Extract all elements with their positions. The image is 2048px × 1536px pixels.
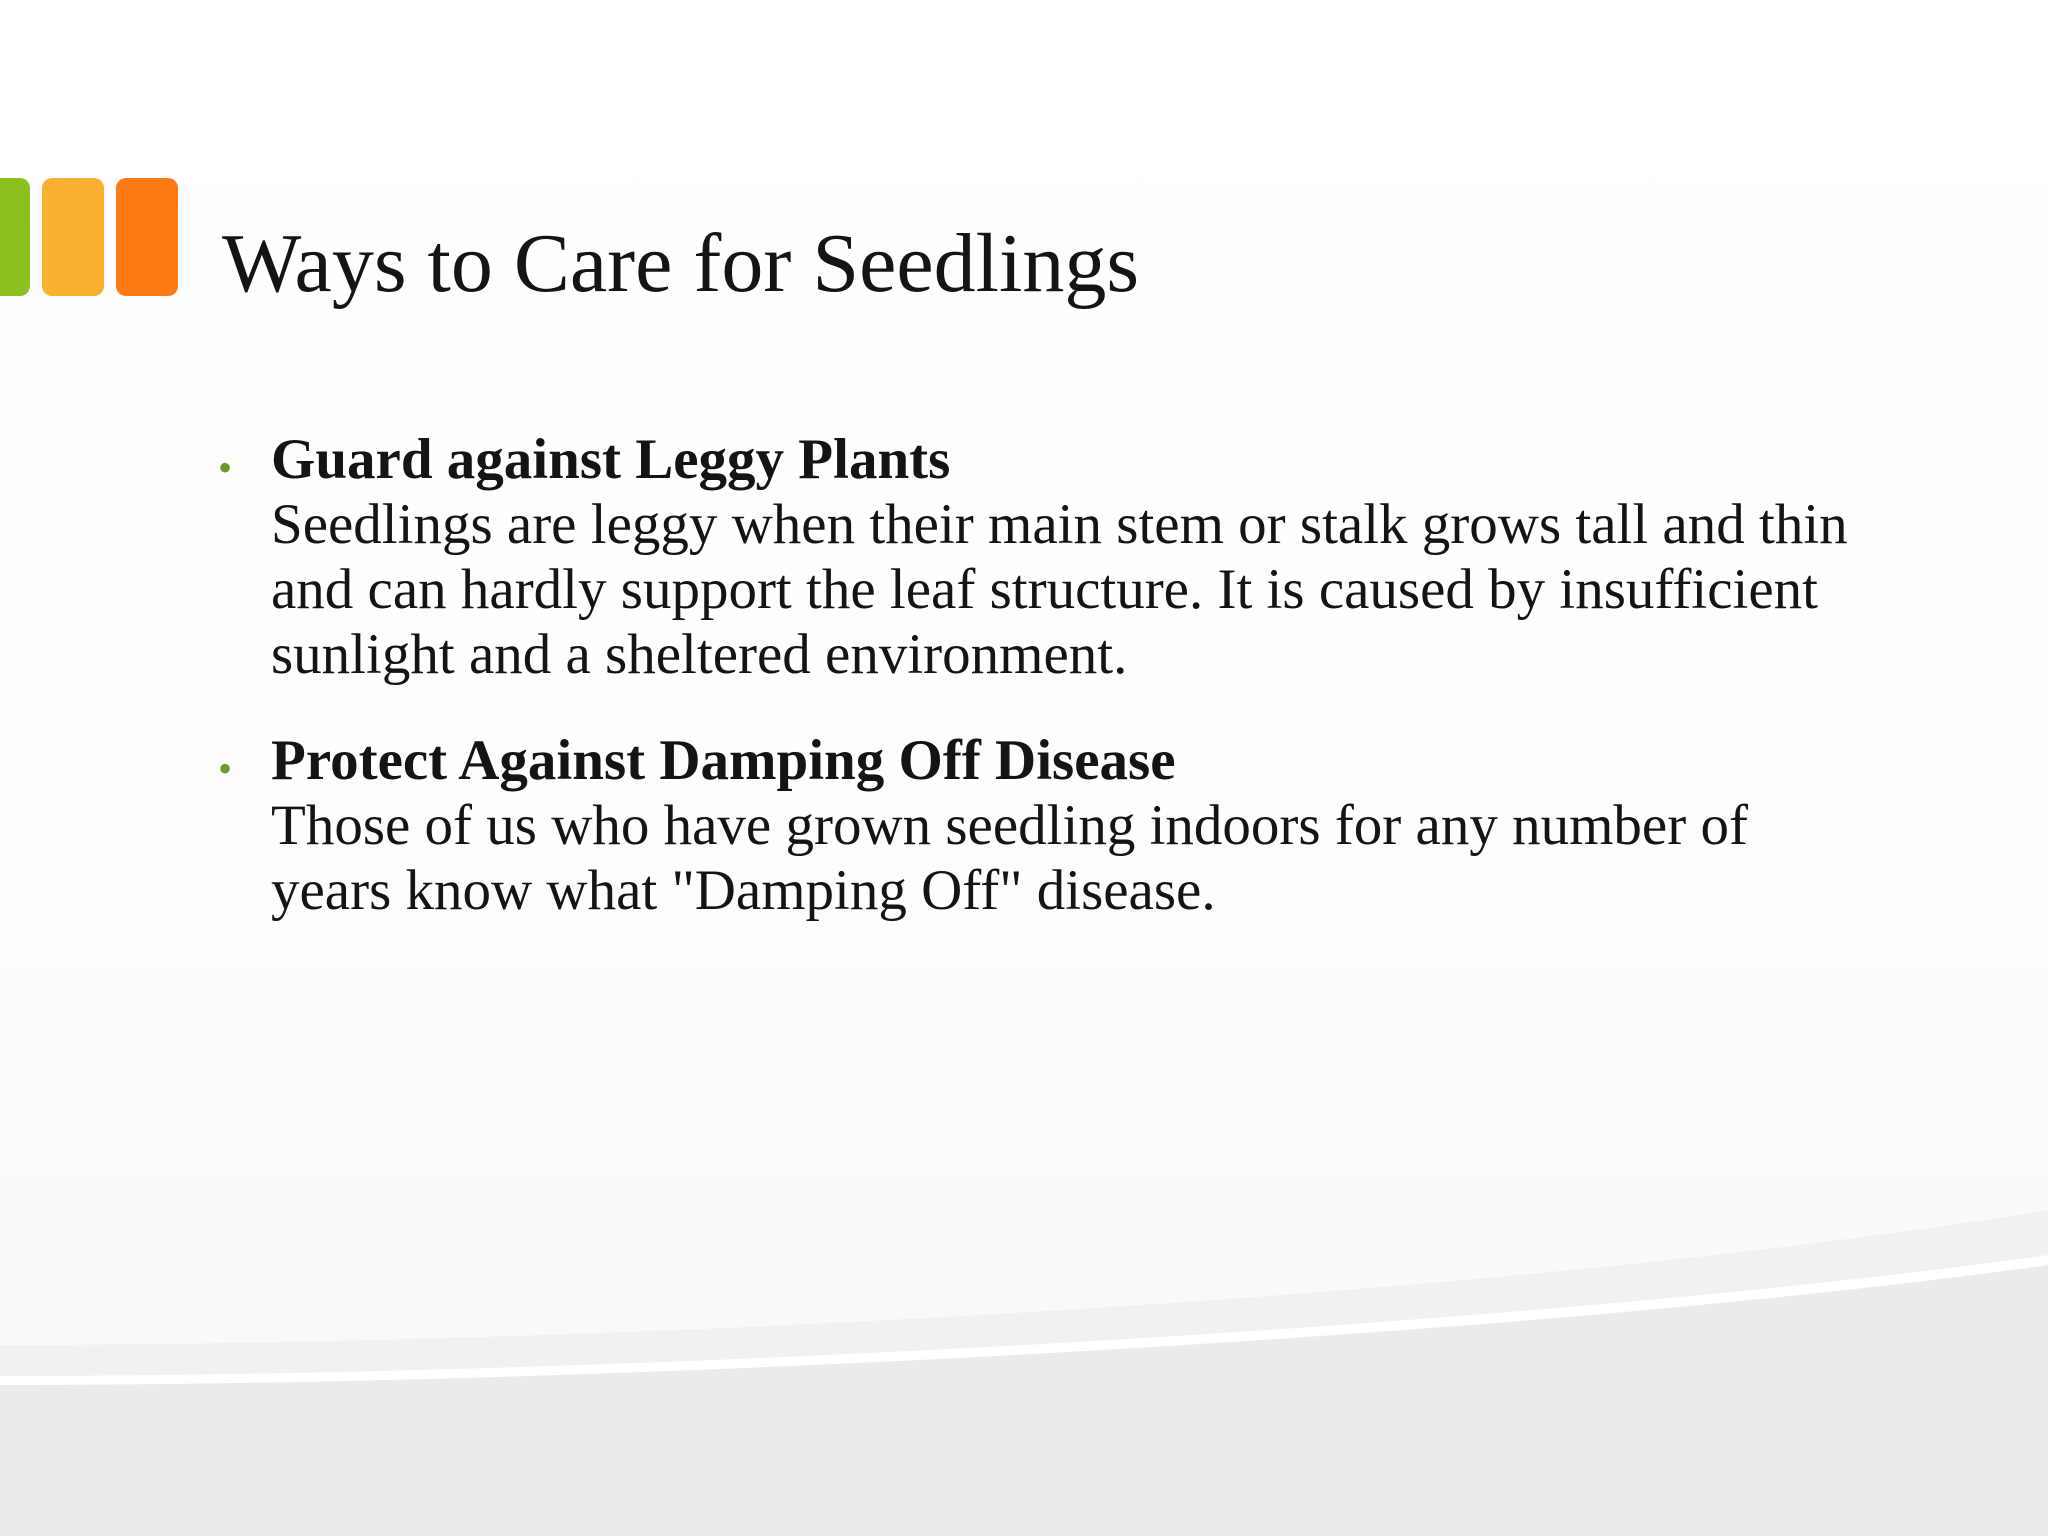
bullet-dot-icon: • xyxy=(218,445,233,490)
bullet-text: Seedlings are leggy when their main stem or stalk grows tall and thin and can hardly support the leaf structure. It is caused by insufficient sunlight and a sheltered environment. xyxy=(271,493,1848,686)
bullet-heading: Guard against Leggy Plants xyxy=(271,428,951,491)
accent-bar-orange xyxy=(116,178,178,296)
slide-title: Ways to Care for Seedlings xyxy=(222,217,1140,310)
accent-bar-yellow xyxy=(42,178,104,296)
accent-bar-green xyxy=(0,178,30,296)
bullet-list xyxy=(214,428,1854,965)
bullet-item xyxy=(214,428,1854,687)
bullet-item xyxy=(214,729,1854,923)
bullet-text: Those of us who have grown seedling indoors for any number of years know what "Damping Off" disease. xyxy=(271,794,1748,922)
bullet-dot-icon: • xyxy=(218,746,233,791)
bullet-heading: Protect Against Damping Off Disease xyxy=(271,729,1176,792)
